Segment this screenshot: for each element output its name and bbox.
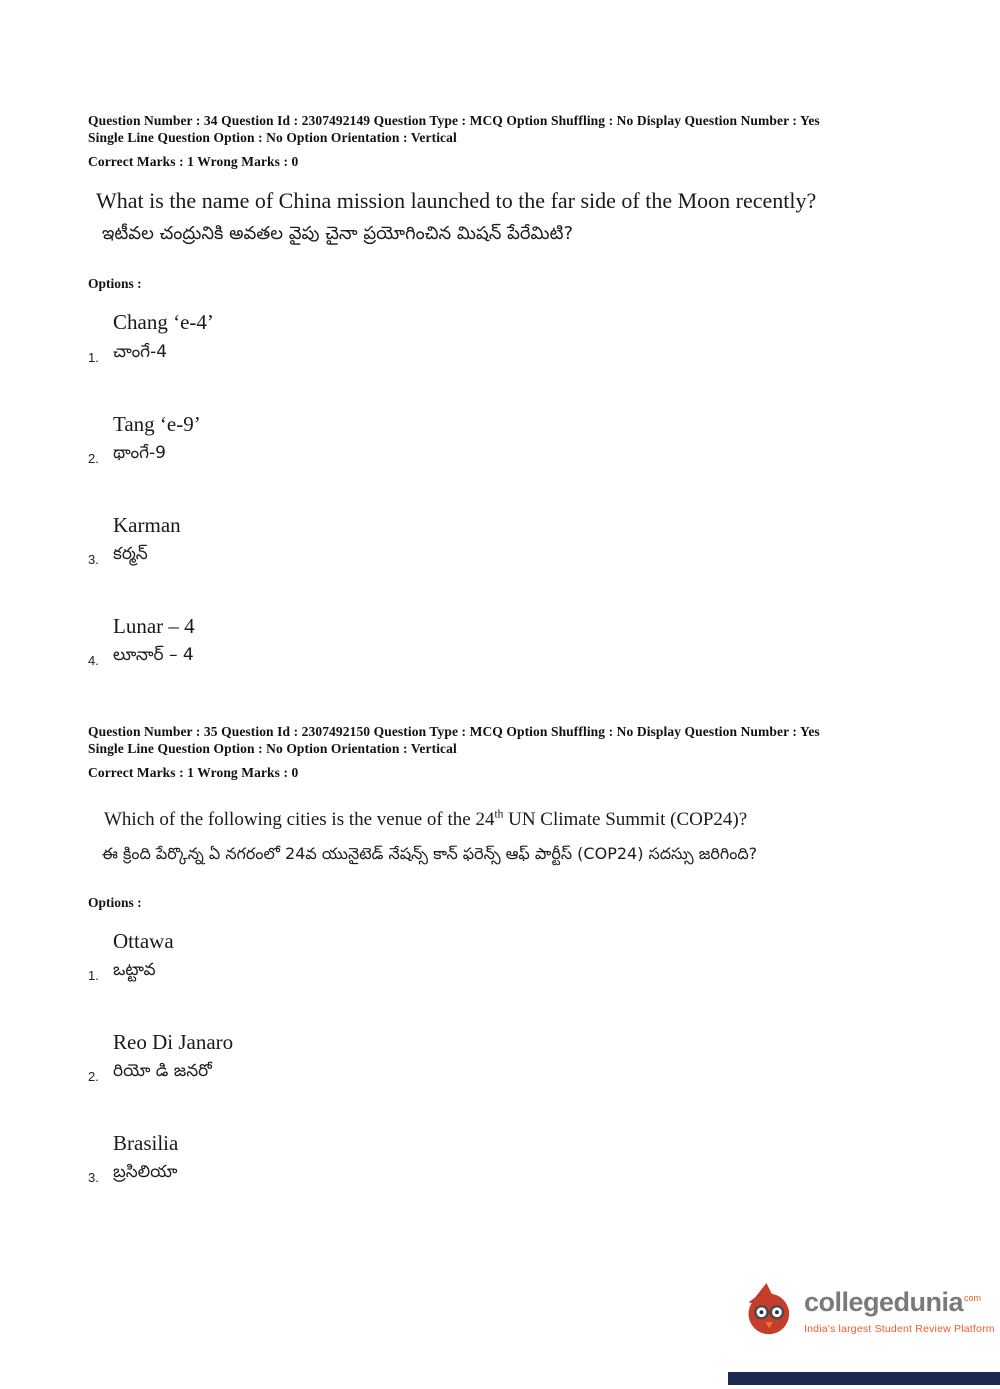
option-number: 2. <box>88 450 99 466</box>
option-row <box>88 412 940 467</box>
options-label: Options : <box>88 276 142 292</box>
question-block-35 <box>88 723 940 1186</box>
question-text-part: UN Climate Summit (COP24)? <box>503 809 748 830</box>
wordmark-main: collegedunia <box>804 1286 964 1317</box>
option-row <box>88 929 940 984</box>
collegedunia-bird-logo-icon <box>742 1281 794 1342</box>
option-number: 4. <box>88 653 99 669</box>
option-body <box>113 614 195 669</box>
option-number: 2. <box>88 1069 99 1085</box>
option-row <box>88 513 940 568</box>
question-text-english <box>96 186 866 216</box>
option-text-telugu: లూనార్ – 4 <box>113 645 194 666</box>
collegedunia-branding <box>742 1281 995 1342</box>
question-meta <box>88 112 940 170</box>
option-text-telugu: కర్మన్ <box>113 544 148 565</box>
option-text-english: Karman <box>113 512 181 537</box>
question-marks-line: Correct Marks : 1 Wrong Marks : 0 <box>88 153 299 169</box>
option-row <box>88 1131 940 1186</box>
option-text-english: Ottawa <box>113 928 174 953</box>
question-text-telugu: ఈ క్రింది పేర్కొన్న ఏ నగరంలో 24వ యునైటెడ్ నేషన్స్ కాన్ ఫరెన్స్ ఆఫ్ పార్టీస్ (COP24) సదస్సు జరిగింది? <box>102 844 758 864</box>
options-label: Options : <box>88 894 142 910</box>
question-meta-line-2: Single Line Question Option : No Option Orientation : Vertical <box>88 130 457 146</box>
option-text-english: Tang ‘e-9’ <box>113 411 201 436</box>
option-body <box>113 929 174 984</box>
option-text-telugu: థాంగే-9 <box>113 442 166 463</box>
option-text-english: Reo Di Janaro <box>113 1030 234 1054</box>
question-meta <box>88 723 940 781</box>
question-meta-line-2: Single Line Question Option : No Option Orientation : Vertical <box>88 741 457 757</box>
collegedunia-wordmark <box>804 1288 995 1318</box>
option-text-telugu: రియో డి జనరో <box>113 1061 212 1082</box>
brand-tagline: India's largest Student Review Platform <box>804 1323 995 1336</box>
question-meta-line-1: Question Number : 34 Question Id : 2307492149 Question Type : MCQ Option Shuffling : No Display Question Number : Yes <box>88 113 820 128</box>
option-body <box>113 1030 233 1085</box>
options-list <box>88 310 940 669</box>
question-text-english <box>104 807 874 833</box>
option-number: 3. <box>88 552 99 568</box>
option-row <box>88 614 940 669</box>
options-list <box>88 929 940 1187</box>
option-body <box>113 412 201 467</box>
option-text-english: Chang ‘e-4’ <box>113 310 214 335</box>
option-body <box>113 513 181 568</box>
option-number: 3. <box>88 1170 99 1186</box>
question-block-34 <box>88 112 940 669</box>
option-text-telugu: చాంగే-4 <box>113 341 168 362</box>
option-body <box>113 1131 178 1186</box>
wordmark-suffix: com <box>964 1292 982 1303</box>
option-number: 1. <box>88 968 99 983</box>
question-meta-line-1: Question Number : 35 Question Id : 2307492150 Question Type : MCQ Option Shuffling : No Display Question Number : Yes <box>88 724 820 740</box>
option-text-english: Lunar – 4 <box>113 614 195 639</box>
question-marks-line: Correct Marks : 1 Wrong Marks : 0 <box>88 764 299 780</box>
option-row <box>88 1030 940 1085</box>
option-row <box>88 310 940 365</box>
option-text-telugu: బ్రసిలియా <box>113 1162 178 1183</box>
question-text-part: Which of the following cities is the venue of the 24 <box>104 809 495 830</box>
question-text-superscript: th <box>494 808 504 821</box>
footer-navy-bar <box>728 1372 1000 1385</box>
option-text-english: Brasilia <box>113 1131 179 1156</box>
question-text-telugu: ఇటీవల చంద్రునికి అవతల వైపు చైనా ప్రయోగించిన మిషన్ పేరేమిటి? <box>102 223 574 245</box>
option-number: 1. <box>88 349 99 365</box>
option-text-telugu: ఒట్టావ <box>113 960 156 980</box>
brand-text <box>804 1288 995 1336</box>
question-text-part: What is the name of China mission launched to the far side of the Moon recently? <box>96 187 817 213</box>
option-body <box>113 310 214 365</box>
